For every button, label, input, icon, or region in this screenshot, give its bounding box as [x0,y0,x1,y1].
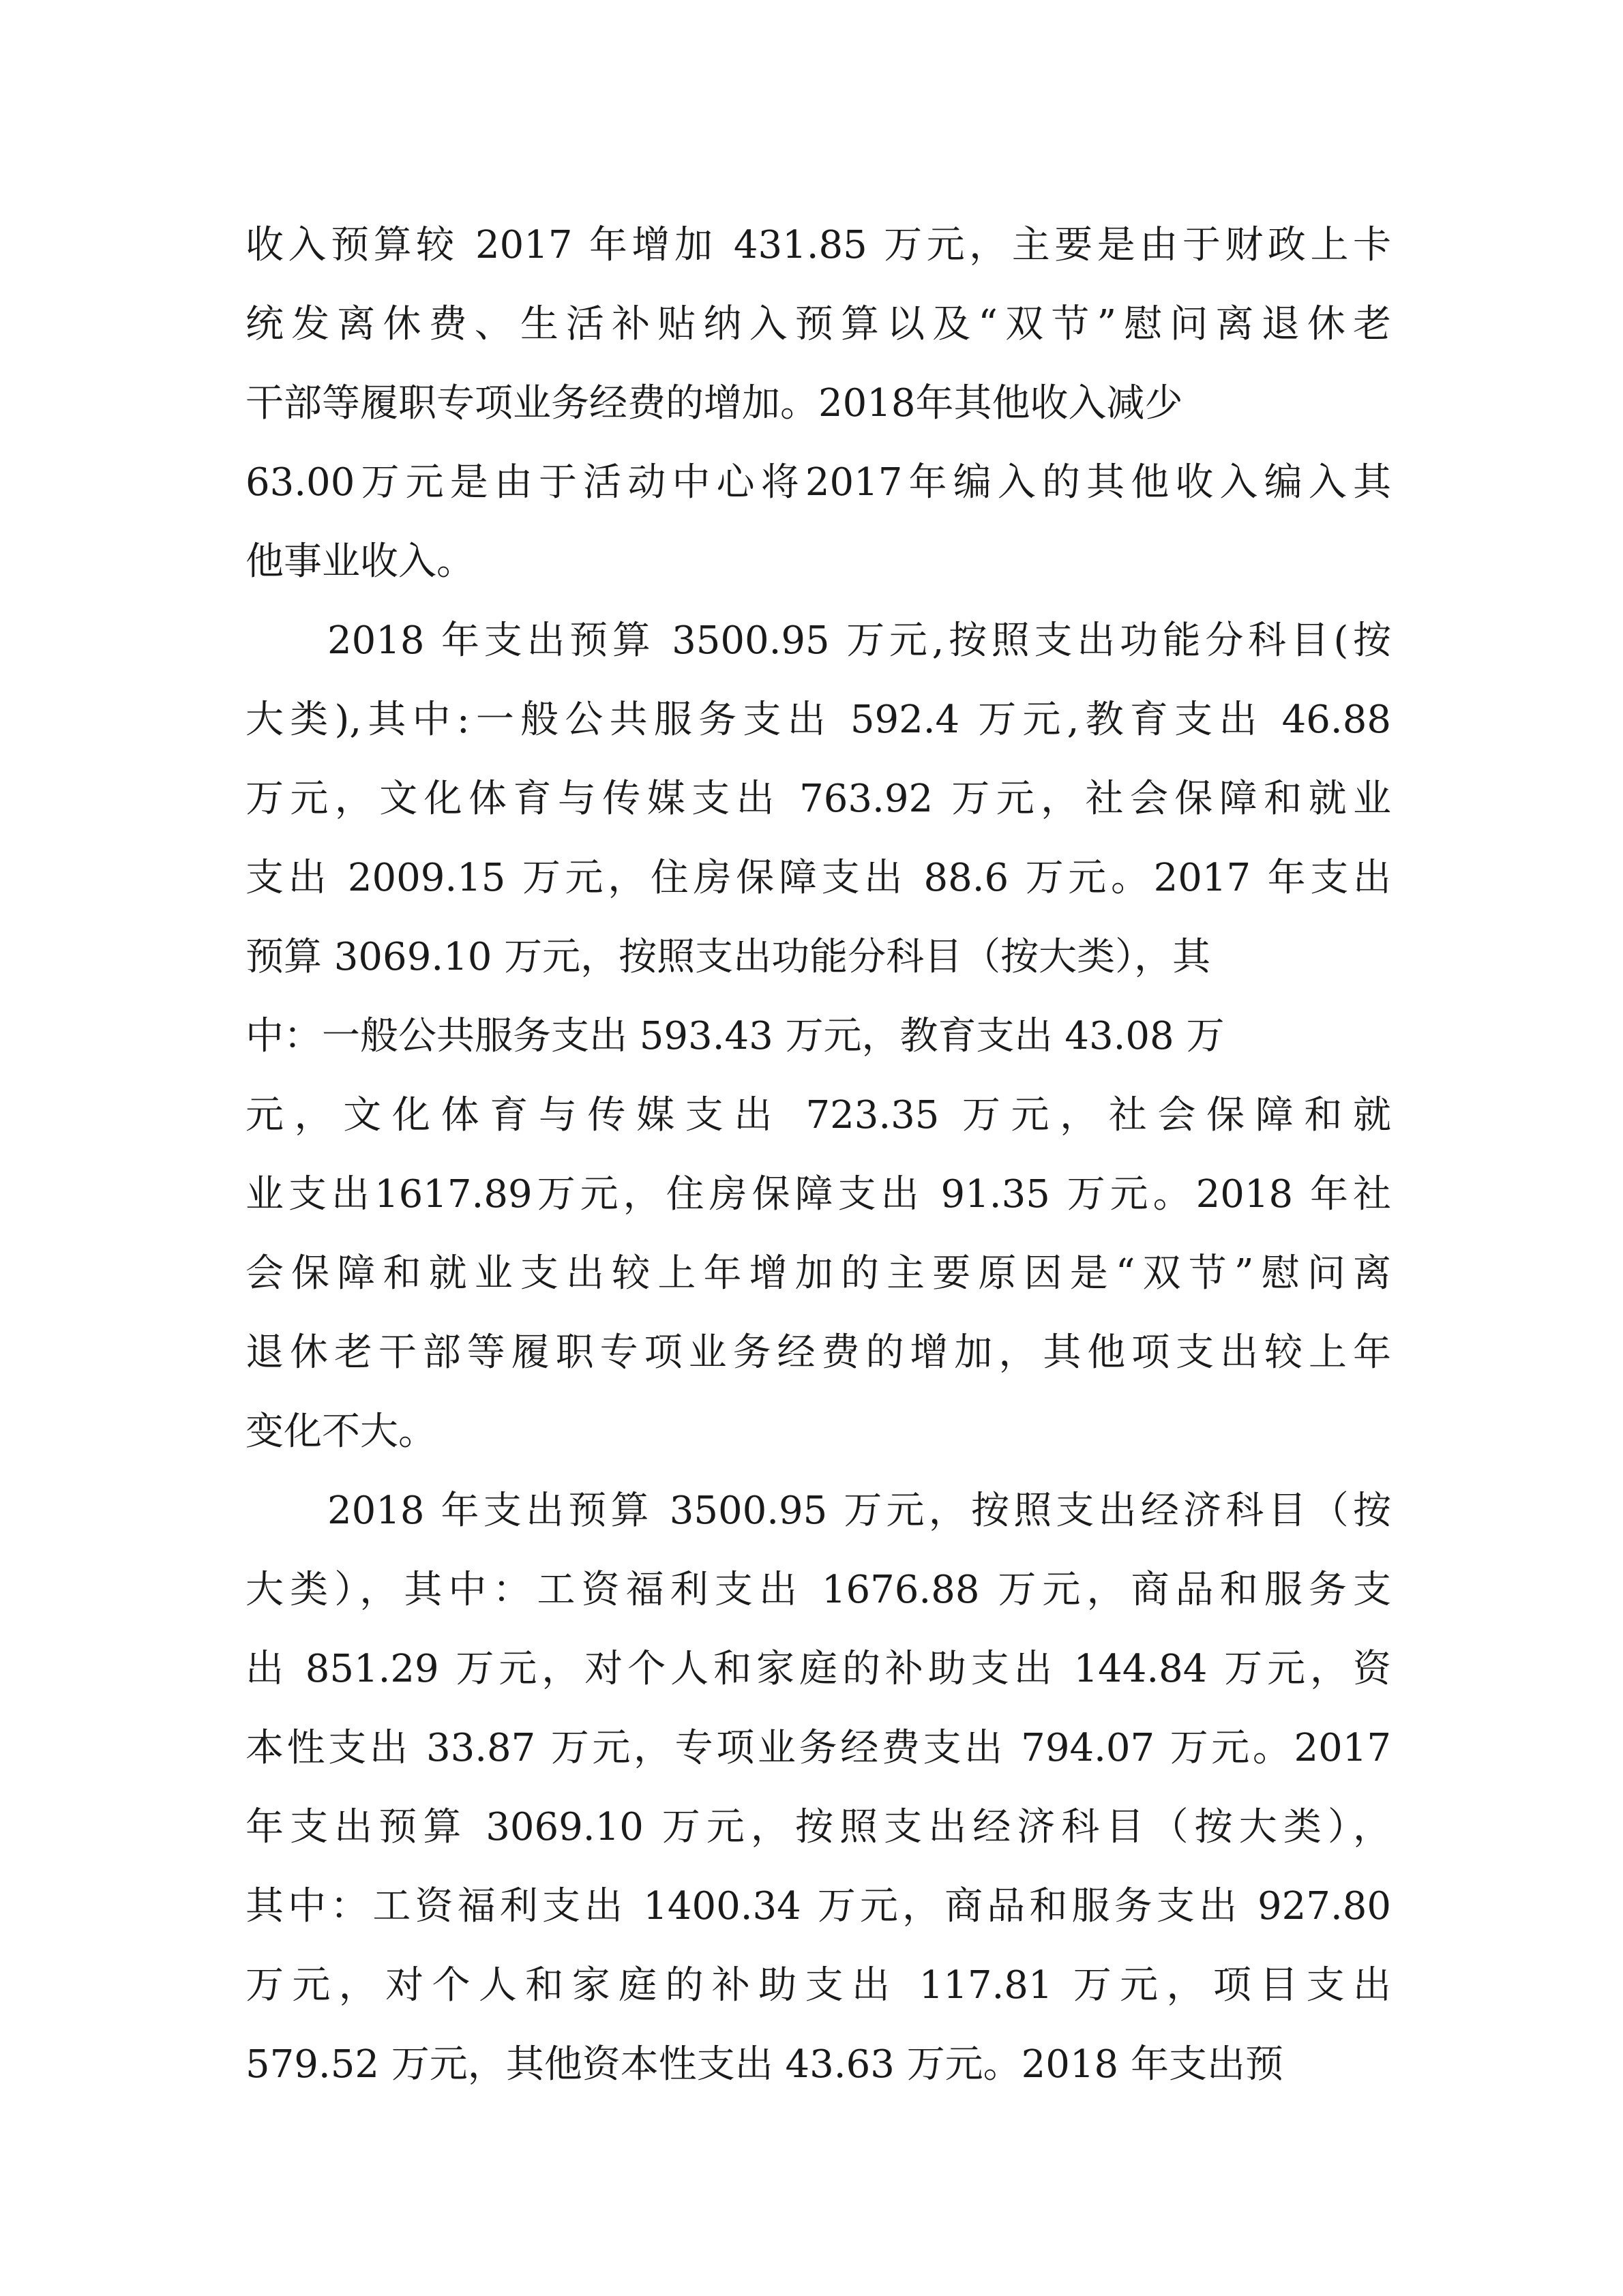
text-line: 年支出预算 3069.10 万元，按照支出经济科目（按大类）， [245,1805,1391,1849]
text-line: 收入预算较 2017 年增加 431.85 万元，主要是由于财政上卡 [245,223,1391,267]
text-line: 业支出1617.89万元，住房保障支出 91.35 万元。2018 年社 [245,1172,1391,1217]
text-line: 2018 年支出预算 3500.95 万元，按照支出经济科目（按 [327,1489,1391,1533]
text-line: 统发离休费、生活补贴纳入预算以及“双节”慰问离退休老 [245,302,1391,346]
text-line: 万元，对个人和家庭的补助支出 117.81 万元，项目支出 [245,1963,1391,2008]
text-line: 大类），其中：工资福利支出 1676.88 万元，商品和服务支 [245,1568,1391,1612]
text-line: 他事业收入。 [245,539,475,584]
text-line: 63.00万元是由于活动中心将2017年编入的其他收入编入其 [245,460,1391,505]
body-text [245,206,1391,2104]
text-line: 干部等履职专项业务经费的增加。2018年其他收入减少 [245,381,1183,426]
text-line: 退休老干部等履职专项业务经费的增加，其他项支出较上年 [245,1330,1391,1375]
text-line: 中：一般公共服务支出 593.43 万元，教育支出 43.08 万 [245,1014,1225,1058]
text-line: 变化不大。 [245,1410,436,1454]
text-line: 其中：工资福利支出 1400.34 万元，商品和服务支出 927.80 [245,1884,1391,1928]
text-line: 2018 年支出预算 3500.95 万元,按照支出功能分科目(按 [327,618,1391,663]
text-line: 预算 3069.10 万元，按照支出功能分科目（按大类），其 [245,935,1211,979]
text-line: 万元，文化体育与传媒支出 763.92 万元，社会保障和就业 [245,777,1391,821]
text-line: 本性支出 33.87 万元，专项业务经费支出 794.07 万元。2017 [245,1726,1391,1770]
text-line: 支出 2009.15 万元，住房保障支出 88.6 万元。2017 年支出 [245,856,1391,900]
text-line: 会保障和就业支出较上年增加的主要原因是“双节”慰问离 [245,1251,1391,1296]
text-line: 大类),其中:一般公共服务支出 592.4 万元,教育支出 46.88 [245,698,1391,742]
text-line: 出 851.29 万元，对个人和家庭的补助支出 144.84 万元，资 [245,1647,1391,1691]
text-line: 元，文化体育与传媒支出 723.35 万元，社会保障和就 [245,1093,1391,1137]
text-line: 579.52 万元，其他资本性支出 43.63 万元。2018 年支出预 [245,2042,1283,2087]
